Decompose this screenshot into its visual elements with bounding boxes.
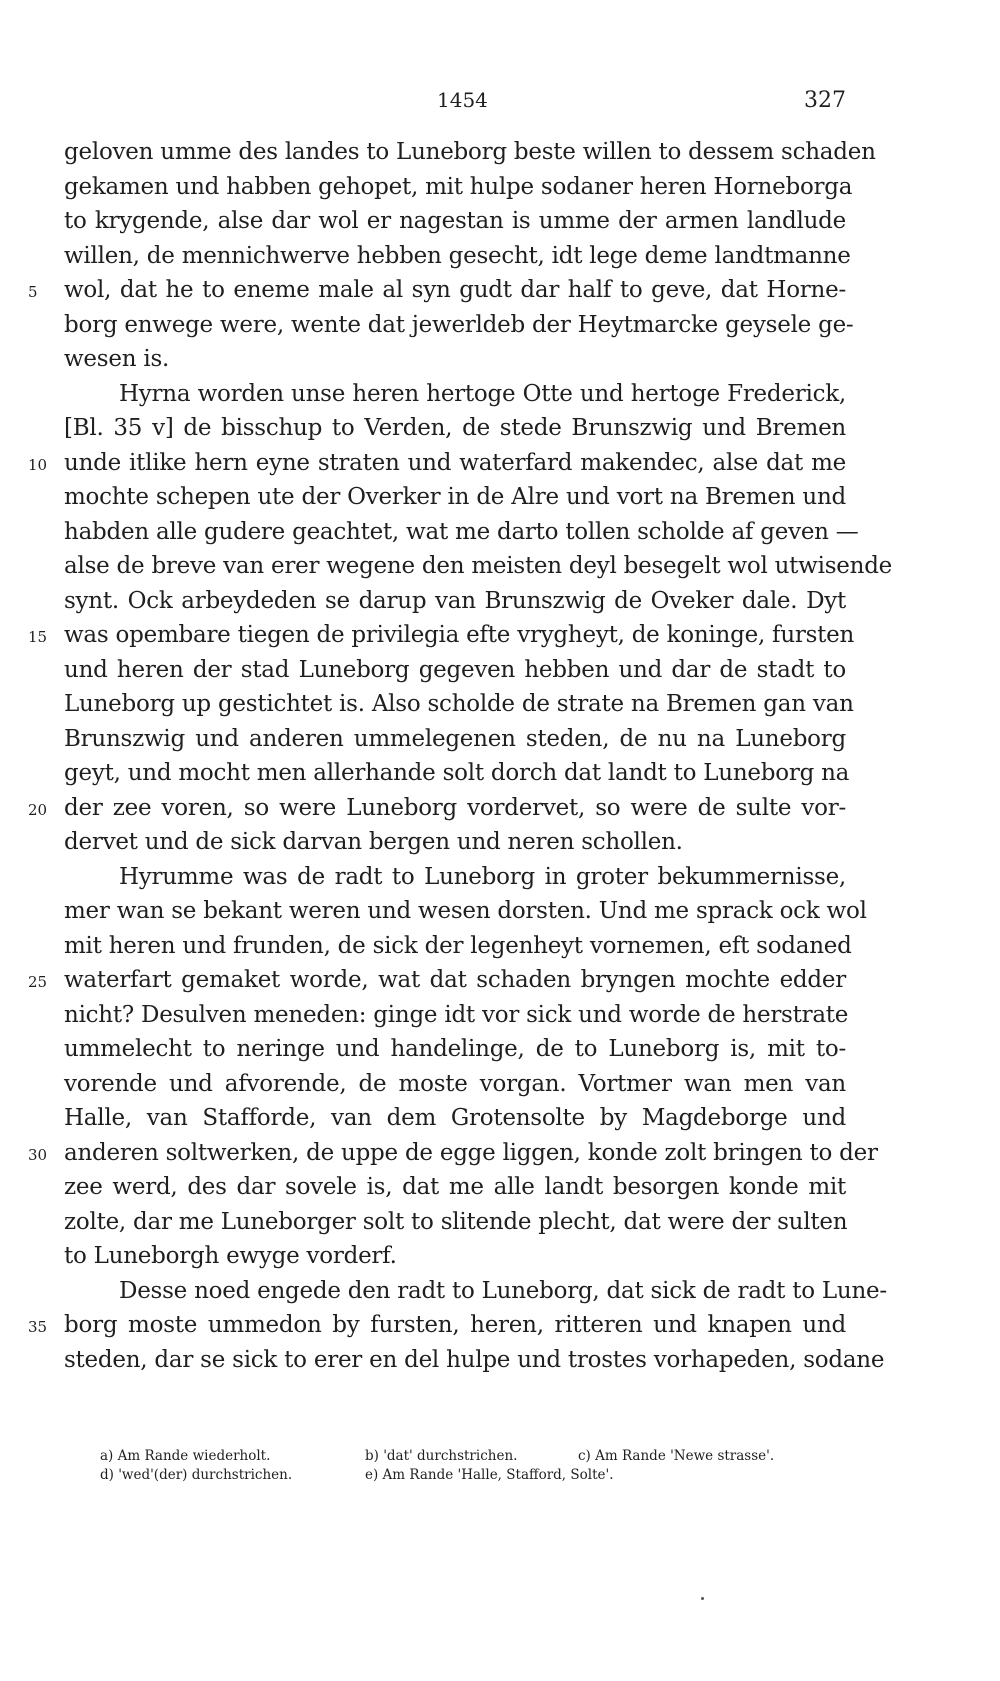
line-number: 35 [28,1318,48,1336]
line-number: 20 [28,800,48,819]
page-header [62,88,846,118]
line-text: mer wan se bekant weren und wesen dorsten. Und me sprack ock wol [64,898,867,924]
line-text: borg enwege were, wente dat jewerldeb der Heytmarcke geysele ge- [64,311,854,338]
line-text: geloven umme des landes to Luneborg beste willen to dessem schaden [64,139,876,165]
text-line [28,791,846,826]
text-line [64,480,846,515]
text-line [64,1101,846,1136]
line-text: und heren der stad Luneborg gegeven hebben und dar de stadt to [64,656,846,683]
line-number: 15 [28,628,48,646]
line-text: Halle, van Stafforde, van dem Grotensolte by Magdeborge und [64,1105,846,1131]
text-line [28,618,855,653]
line-text: der zee voren, so were Luneborg vordervet, so were de sulte vor- [64,794,846,821]
line-text: gekamen und habben gehopet, mit hulpe sodaner heren Horneborga [64,173,853,200]
line-text: Luneborg up gestichtet is. Also scholde de strate na Bremen gan van [64,691,854,717]
text-line [64,308,854,343]
text-line [64,929,852,964]
line-number: 10 [28,455,48,474]
line-text: [Bl. 35 v] de bisschup to Verden, de stede Brunszwig und Bremen [64,415,846,441]
line-text: to Luneborgh ewyge vorderf. [64,1243,397,1269]
line-text: mochte schepen ute der Overker in de Alre und vort na Bremen und [64,484,846,510]
text-line [28,1308,846,1343]
text-line [64,135,876,170]
line-text: unde itlike hern eyne straten und waterfard makendec, alse dat me [64,449,846,476]
main-text [28,135,893,1377]
line-text: waterfart gemaket worde, wat dat schaden bryngen mochte edder [64,967,846,993]
text-line [64,1274,887,1309]
line-text: Hyrna worden unse heren hertoge Otte und hertoge Frederick, [119,380,846,407]
footnote-b: b) 'dat' durchstrichen. [365,1448,518,1464]
header-year: 1454 [437,88,488,112]
text-line [64,825,846,860]
line-text: wesen is. [64,346,170,372]
footnote-a: a) Am Rande wiederholt. [100,1448,271,1464]
line-text: Desse noed engede den radt to Luneborg, dat sick de radt to Lune- [119,1277,887,1304]
text-line [64,722,846,757]
text-line [64,1170,846,1205]
footnote-row [100,1466,860,1485]
line-text: borg moste ummedon by fursten, heren, ritteren und knapen und [64,1312,846,1338]
footnote-c: c) Am Rande 'Newe strasse'. [578,1448,775,1464]
line-text: anderen soltwerken, de uppe de egge liggen, konde zolt bringen to der [64,1139,878,1166]
text-line [64,756,850,791]
text-line [28,446,846,481]
footnote-row [100,1447,860,1466]
line-text: geyt, und mocht men allerhande solt dorch dat landt to Luneborg na [64,760,850,786]
text-line [64,1032,846,1067]
line-text: willen, de mennichwerve hebben gesecht, idt lege deme landtmanne [64,242,851,269]
text-line [64,342,846,377]
line-text: wol, dat he to eneme male al syn gudt dar half to geve, dat Horne- [64,277,846,303]
text-line [64,204,846,239]
text-line [64,170,853,205]
footnotes [100,1447,860,1485]
line-number: 25 [28,973,48,991]
text-line [64,998,849,1033]
line-text: mit heren und frunden, de sick der legenheyt vornemen, eft sodaned [64,932,852,959]
stray-mark [701,1597,704,1600]
page-number: 327 [804,88,846,113]
text-line [64,584,846,619]
text-line [64,894,867,929]
footnote-d: d) 'wed'(der) durchstrichen. [100,1467,293,1483]
line-text: Hyrumme was de radt to Luneborg in groter bekummernisse, [119,863,846,890]
text-line [64,1067,846,1102]
text-line [28,1136,878,1171]
text-line [64,860,846,895]
text-line [64,1343,885,1378]
line-text: dervet und de sick darvan bergen und neren schollen. [64,829,683,855]
line-number: 30 [28,1145,48,1164]
text-line [64,1239,846,1274]
text-line [64,1205,846,1240]
line-text: ummelecht to neringe und handelinge, de to Luneborg is, mit to- [64,1036,846,1062]
line-text: zee werd, des dar sovele is, dat me alle landt besorgen konde mit [64,1174,846,1200]
text-line [64,377,846,412]
line-text: synt. Ock arbeydeden se darup van Brunszwig de Oveker dale. Dyt [64,587,846,614]
line-text: steden, dar se sick to erer en del hulpe und trostes vorhapeden, sodane [64,1346,885,1373]
line-text: to krygende, alse dar wol er nagestan is umme der armen landlude [64,208,846,234]
text-line [64,515,859,550]
text-line [64,653,846,688]
text-line [64,239,851,274]
line-text: nicht? Desulven meneden: ginge idt vor sick und worde de herstrate [64,1001,849,1028]
line-text: habden alle gudere geachtet, wat me darto tollen scholde af geven — [64,518,859,545]
line-number: 5 [28,283,38,301]
text-line [64,411,846,446]
line-text: Brunszwig und anderen ummelegenen steden, de nu na Luneborg [64,725,846,752]
text-line [28,963,846,998]
line-text: was opembare tiegen de privilegia efte vryghеyt, de koninge, fursten [64,622,855,648]
line-text: alse de breve van erer wegene den meisten deyl besegelt wol utwisende [64,553,893,579]
line-text: vorende und afvorende, de moste vorgan. Vortmer wan men van [64,1070,846,1097]
text-line [64,687,854,722]
line-text: zolte, dar me Luneborger solt to slitende plecht, dat were der sulten [64,1208,848,1235]
text-line [28,273,846,308]
text-line [64,549,893,584]
footnote-e: e) Am Rande 'Halle, Stafford, Solte'. [365,1467,614,1483]
